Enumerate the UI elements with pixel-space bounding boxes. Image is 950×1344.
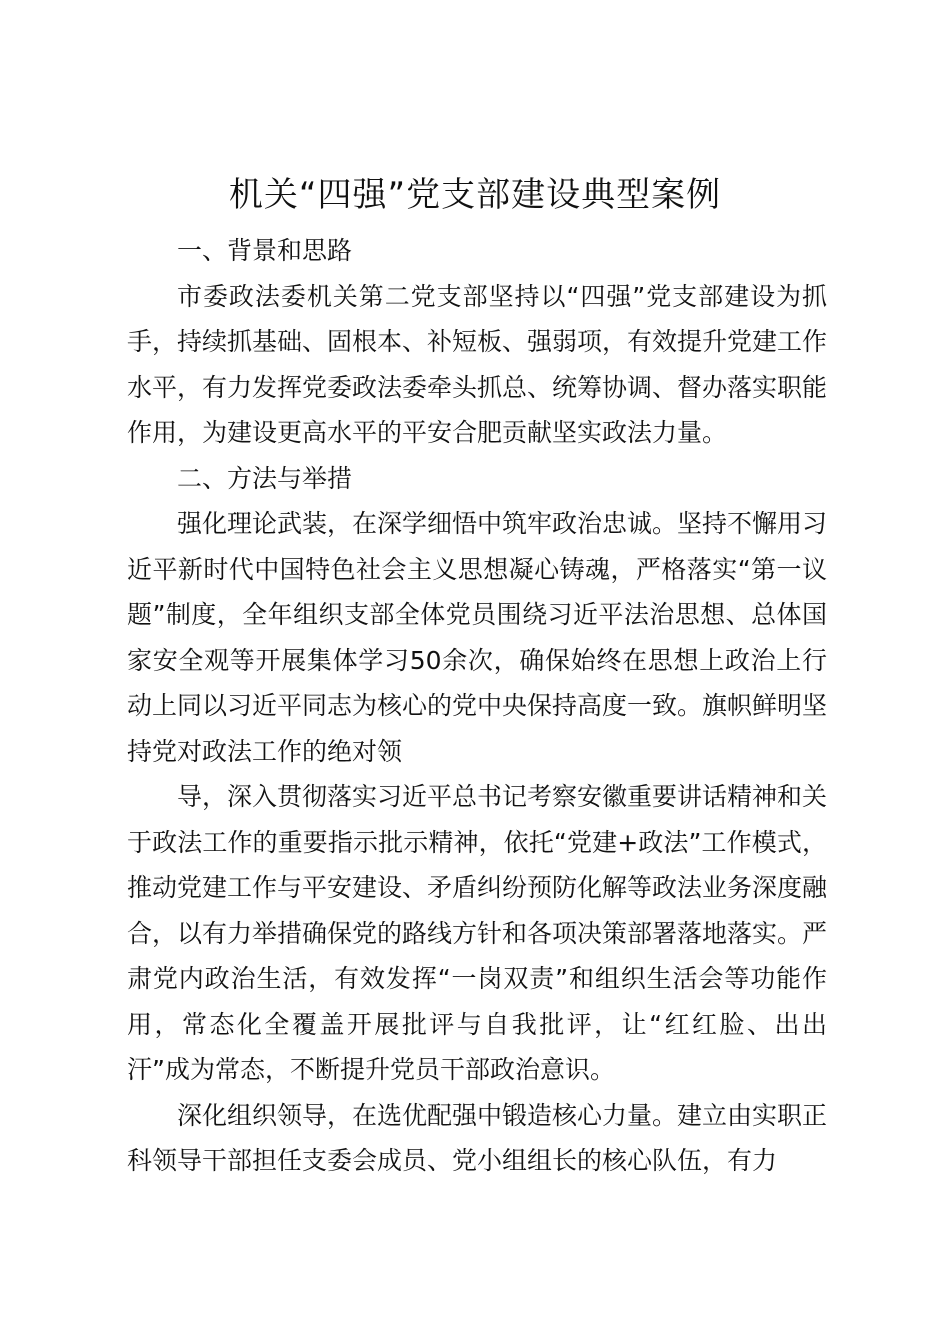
section-heading-background: 一、背景和思路	[177, 236, 353, 265]
section-heading-methods: 二、方法与举措	[177, 463, 353, 493]
paragraph-leadership: 导，深入贯彻落实习近平总书记考察安徽重要讲话精神和关于政法工作的重要指示批示精神，依托“党建+政法”工作模式，推动党建工作与平安建设、矛盾纠纷预防化解等政法业务深度融合，以有力举措确保党的路线方针和各项决策部署落地落实。严肃党内政治生活，有效发挥“一岗双责”和组织生活会等功能作用，常态化全覆盖开展批评与自我批评，让“红红脸、出出汗”成为常态，不断提升党员干部政治意识。	[127, 782, 828, 1084]
document-body	[127, 228, 827, 1184]
document-title: 机关“四强”党支部建设典型案例	[228, 175, 722, 215]
paragraph-background: 市委政法委机关第二党支部坚持以“四强”党支部建设为抓手，持续抓基础、固根本、补短板、强弱项，有效提升党建工作水平，有力发挥党委政法委牵头抓总、统筹协调、督办落实职能作用，为建设更高水平的平安合肥贡献坚实政法力量。	[127, 281, 828, 447]
paragraph-organization: 深化组织领导，在选优配强中锻造核心力量。建立由实职正科领导干部担任支委会成员、党小组组长的核心队伍，有力	[127, 1100, 828, 1175]
paragraph-theory: 强化理论武装，在深学细悟中筑牢政治忠诚。坚持不懈用习近平新时代中国特色社会主义思想凝心铸魂，严格落实“第一议题”制度，全年组织支部全体党员围绕习近平法治思想、总体国家安全观等开展集体学习50余次，确保始终在思想上政治上行动上同以习近平同志为核心的党中央保持高度一致。旗帜鲜明坚持党对政法工作的绝对领	[127, 509, 828, 766]
